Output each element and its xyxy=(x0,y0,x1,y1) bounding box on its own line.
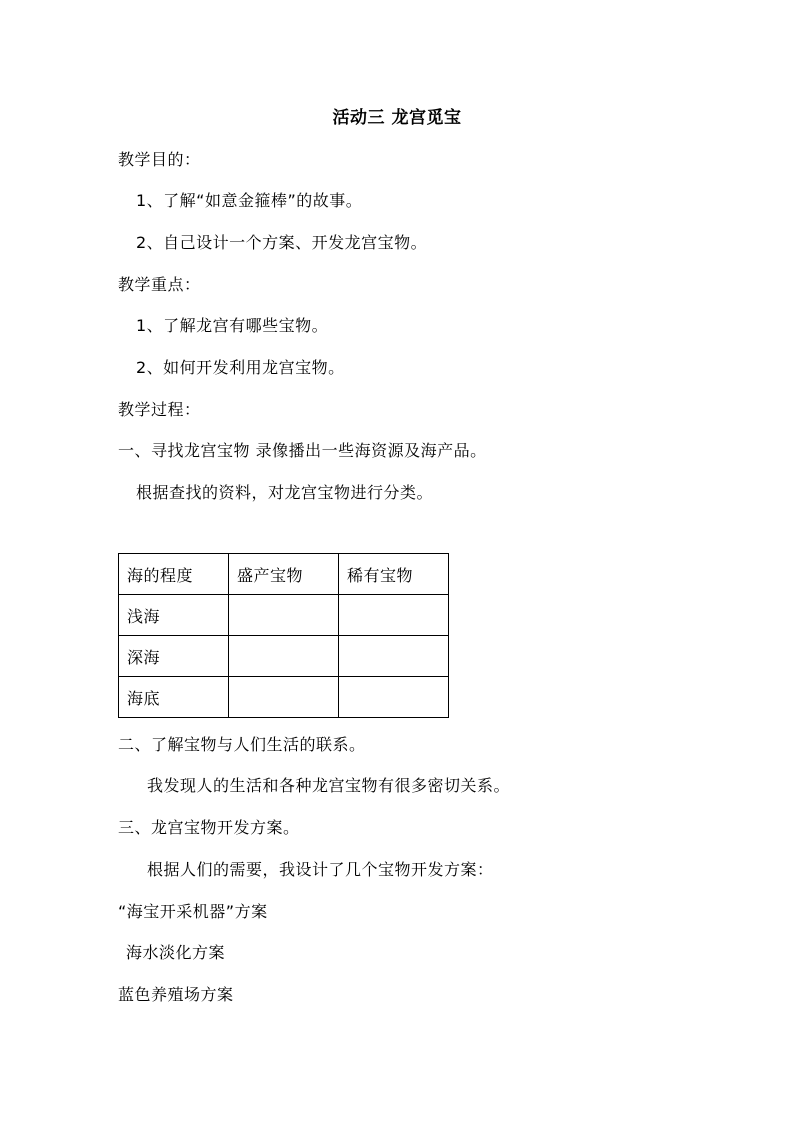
table-header-cell: 海的程度 xyxy=(119,554,229,595)
process-heading: 教学过程： xyxy=(118,400,201,419)
goal-item-1: 1、了解“如意金箍棒”的故事。 xyxy=(136,191,363,210)
plan-item-1: “海宝开采机器”方案 xyxy=(118,902,268,921)
table-header-row xyxy=(119,554,449,595)
plan-item-2: 海水淡化方案 xyxy=(126,943,226,962)
table-row xyxy=(119,636,449,677)
goal-heading: 教学目的： xyxy=(118,150,201,169)
table-cell xyxy=(339,677,449,718)
table-header-cell: 稀有宝物 xyxy=(339,554,449,595)
table-cell: 海底 xyxy=(119,677,229,718)
table-cell xyxy=(229,636,339,677)
classification-table xyxy=(118,553,449,718)
goal-item-2: 2、自己设计一个方案、开发龙宫宝物。 xyxy=(136,233,428,252)
process-step-1: 一、寻找龙宫宝物 录像播出一些海资源及海产品。 xyxy=(118,441,487,460)
process-step-2: 二、了解宝物与人们生活的联系。 xyxy=(118,735,366,754)
plan-item-3: 蓝色养殖场方案 xyxy=(118,985,234,1004)
table-row xyxy=(119,677,449,718)
table-cell: 浅海 xyxy=(119,595,229,636)
table-cell xyxy=(339,595,449,636)
process-step-1-detail: 根据查找的资料，对龙宫宝物进行分类。 xyxy=(136,483,434,502)
table-cell: 深海 xyxy=(119,636,229,677)
process-step-2-detail: 我发现人的生活和各种龙宫宝物有很多密切关系。 xyxy=(147,776,511,795)
table-row xyxy=(119,595,449,636)
process-step-3: 三、龙宫宝物开发方案。 xyxy=(118,818,300,837)
document-title: 活动三 龙宫觅宝 xyxy=(332,108,462,128)
focus-item-1: 1、了解龙宫有哪些宝物。 xyxy=(136,316,329,335)
focus-item-2: 2、如何开发利用龙宫宝物。 xyxy=(136,358,345,377)
table-cell xyxy=(229,677,339,718)
table-cell xyxy=(229,595,339,636)
table-header-cell: 盛产宝物 xyxy=(229,554,339,595)
focus-heading: 教学重点： xyxy=(118,275,201,294)
process-step-3-detail: 根据人们的需要，我设计了几个宝物开发方案： xyxy=(147,860,494,879)
table-cell xyxy=(339,636,449,677)
